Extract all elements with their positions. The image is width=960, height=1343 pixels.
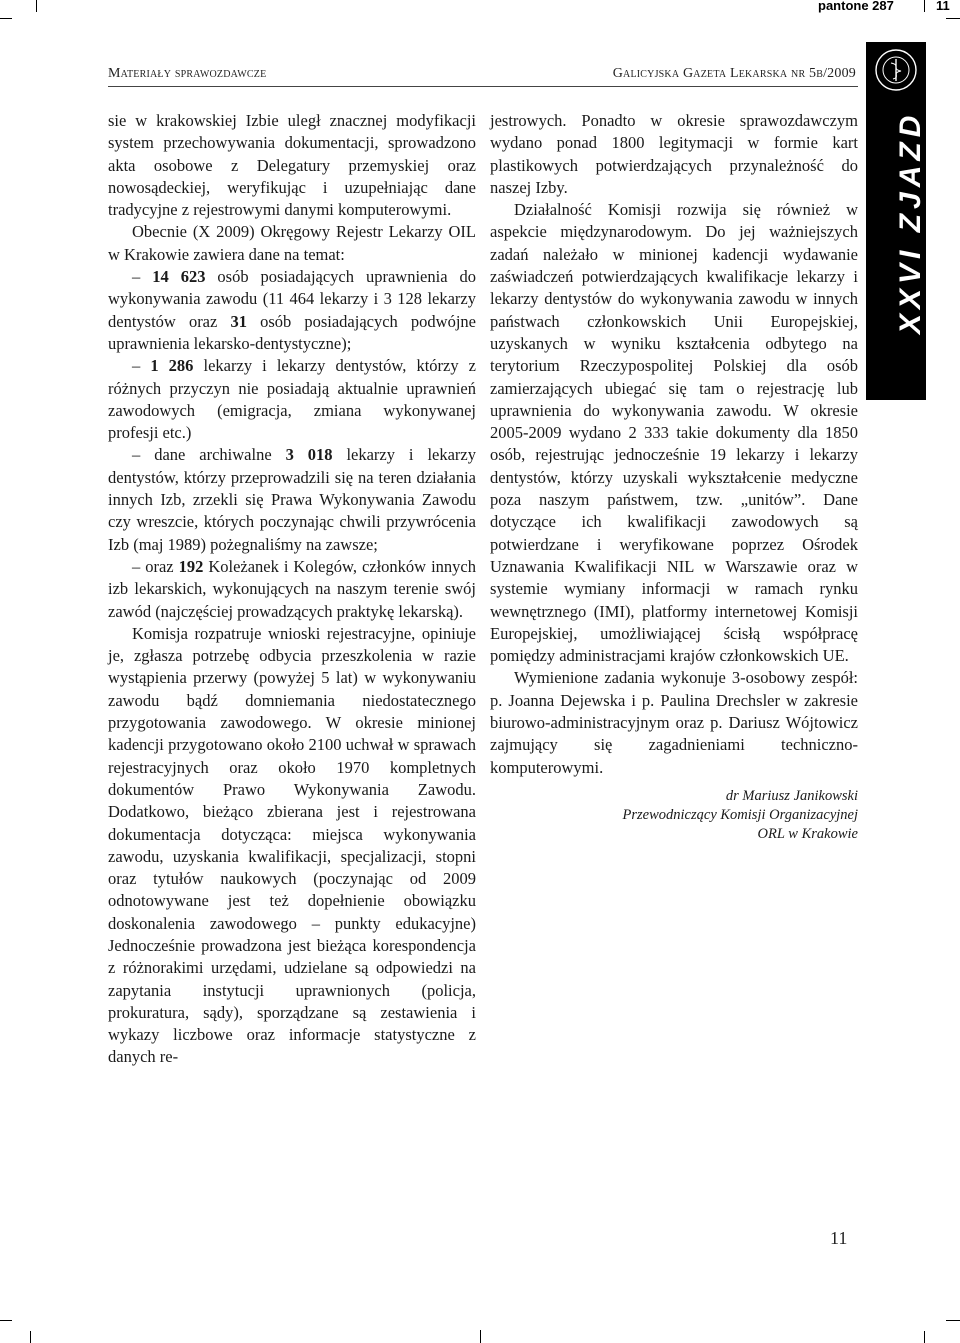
list-item-text: lekarzy i lekarzy dentystów, którzy z różnych przyczyn nie posiadają aktualnie uprawnień zawodowych (emigracja, zmiana wykonywanej profesji etc.) [108, 356, 477, 443]
publication-header: Galicyjska Gazeta Lekarska nr 5b/2009 [612, 66, 856, 81]
list-item-text: Koleżanek i Kolegów, członków innych izb lekarskich, wykonujących na naszym terenie swój zawód (najczęściej prowadzących praktykę lekarską). [108, 556, 476, 621]
sidebar-banner [866, 42, 926, 400]
list-item-text: dane archiwalne [154, 445, 286, 465]
paragraph: Działalność Komisji rozwija się również w aspekcie międzynarodowym. Do jej ważniejszych zadań należało w minionej kadencji wydawanie zaświadczeń potwierdzających kwalifikacje lekarzy i lekarzy dentystów do wykonywania zawodu w innych państwach członkowskich Unii Europejskiej, uzyskanych w wyniku kształcenia odbytego na terytorium Rzeczypospolitej Polskiej dla osób zamierzających ubiegać się tam o rejestrację lub uprawnienia do wykonywania zawodu. W okresie 2005-2009 wydano 2 333 takie dokumenty dla 1850 osób, rejestrując jednocześnie 19 lekarzy i lekarzy dentystów, którzy uzyskali wykształcenie medyczne poza naszym państwem, tzw. „unitów”. Dane dotyczące ich kwalifikacji zawodowych są potwierdzane i weryfikowane poprzez Ośrodek Uznawania Kwalifikacji NIL w Warszawie oraz w systemie wymiany informacji w ramach rynku wewnętrznego (IMI), platformy internetowej Komisji Europejskiej, umożliwiającej ścisłą współpracę pomiędzy administracjami krajów członkowskich UE. [490, 200, 858, 666]
registration-mark [480, 1330, 481, 1343]
stat-number: 14 623 [152, 267, 206, 287]
list-item: – 14 623 osób posiadających uprawnienia do wykonywania zawodu (11 464 lekarzy i 3 128 lekarzy dentystów oraz 31 osób posiadających podwójne uprawnienia lekarsko-dentystyczne); [108, 267, 476, 353]
crop-mark [0, 18, 12, 19]
stat-number: 1 286 [150, 356, 194, 376]
stat-number: 31 [230, 311, 247, 331]
stat-number: 3 018 [285, 445, 333, 465]
left-column [108, 110, 476, 1069]
page-number: 11 [830, 1228, 848, 1248]
crop-mark [946, 1320, 960, 1321]
crop-mark [36, 0, 37, 12]
signature-block [490, 787, 858, 844]
section-header: Materiały sprawozdawcze [108, 66, 267, 81]
crop-mark [0, 1320, 12, 1321]
paragraph: Wymienione zadania wykonuje 3-osobowy zespół: p. Joanna Dejewska i p. Paulina Drechsler w zakresie biurowo-administracyjnym oraz p. Dariusz Wójtowicz zajmujący się zagadnieniami techniczno-komputerowymi. [490, 668, 858, 777]
signature-name: dr Mariusz Janikowski [725, 787, 858, 804]
right-column [490, 110, 858, 844]
signature-org: ORL w Krakowie [757, 825, 858, 842]
list-item: – oraz 192 Koleżanek i Kolegów, członków innych izb lekarskich, wykonujących na naszym terenie swój zawód (najczęściej prowadzących praktykę lekarską). [108, 556, 476, 621]
crop-mark [924, 1331, 925, 1343]
stat-number: 192 [178, 556, 204, 576]
signature-role: Przewodniczący Komisji Organizacyjnej [622, 806, 858, 823]
list-item: – 1 286 lekarzy i lekarzy dentystów, którzy z różnych przyczyn nie posiadają aktualnie uprawnień zawodowych (emigracja, zmiana wykonywanej profesji etc.) [108, 356, 477, 443]
list-item: – dane archiwalne 3 018 lekarzy i lekarzy dentystów, którzy przeprowadzili się na teren działania innych Izb, zrzekli się Prawa Wykonywania Zawodu czy wreszcie, których poczynając chwili przywrócenia Izb (maj 1989) pożegnaliśmy na zawsze; [108, 445, 476, 554]
paragraph: sie w krakowskiej Izbie uległ znacznej modyfikacji system przechowywania dokumentacji, sprowadzono akta osobowe z Delegatury przemyskiej oraz nowosądeckiej, weryfikując i uzupełniając dane tradycyjne z rejestrowymi danymi komputerowymi. [108, 111, 476, 220]
list-item-text: osób posiadających podwójne uprawnienia lekarsko-dentystyczne); [108, 311, 476, 353]
congress-title: XXVI ZJAZD [894, 110, 927, 334]
crop-mark [946, 18, 960, 19]
paragraph: jestrowych. Ponadto w okresie sprawozdawczym wydano ponad 1800 legitymacji w formie kart plastikowych potwierdzających przynależność do naszej Izby. [490, 111, 858, 197]
list-item-text: lekarzy i lekarzy dentystów, którzy przeprowadzili się na teren działania innych Izb, zrzekli się Prawa Wykonywania Zawodu czy wreszcie, których poczynając chwili przywrócenia Izb (maj 1989) pożegnaliśmy na zawsze; [108, 445, 476, 554]
pantone-label: pantone 287 [818, 0, 894, 13]
paragraph: Obecnie (X 2009) Okręgowy Rejestr Lekarzy OIL w Krakowie zawiera dane na temat: [108, 222, 476, 264]
crop-mark [30, 1331, 31, 1343]
header-divider [108, 86, 858, 87]
paragraph: Komisja rozpatruje wnioski rejestracyjne, opiniuje je, zgłasza potrzebę odbycia przeszkolenia w razie wystąpienia przerwy (powyżej 5 lat) w wykonywaniu zawodu bądź domniemania niedostatecznego przygotowania zawodowego. W okresie minionej kadencji przygotowano około 2100 uchwał w sprawach rejestracyjnych oraz około 1970 kompletnych dokumentów Prawo Wykonywania Zawodu. Dodatkowo, bieżąco zbierana jest i rejestrowana dokumentacja dotycząca: miejsca wykonywania zawodu, uzyskania kwalifikacji, specjalizacji, stopni oraz tytułów naukowych (poczynając od 2009 odnotowywane jest też dopełnienie obowiązku doskonalenia zawodowego – punkty edukacyjne) Jednocześnie prowadzona jest bieżąca korespondencja z różnorakimi urzędami, udzielane są odpowiedzi na zapytania instytucji uprawnionych (policja, prokuratura, sądy), sporządzane są zestawienia i wykazy liczbowe oraz informacje statystyczne z danych re- [108, 623, 476, 1067]
top-page-number: 11 [936, 0, 950, 13]
list-item-text: osób posiadających uprawnienia do wykonywania zawodu (11 464 lekarzy i 3 128 lekarzy dentystów oraz [108, 267, 476, 331]
list-item-text: oraz [145, 556, 179, 576]
chamber-seal-icon [874, 48, 918, 92]
crop-mark [924, 0, 925, 12]
